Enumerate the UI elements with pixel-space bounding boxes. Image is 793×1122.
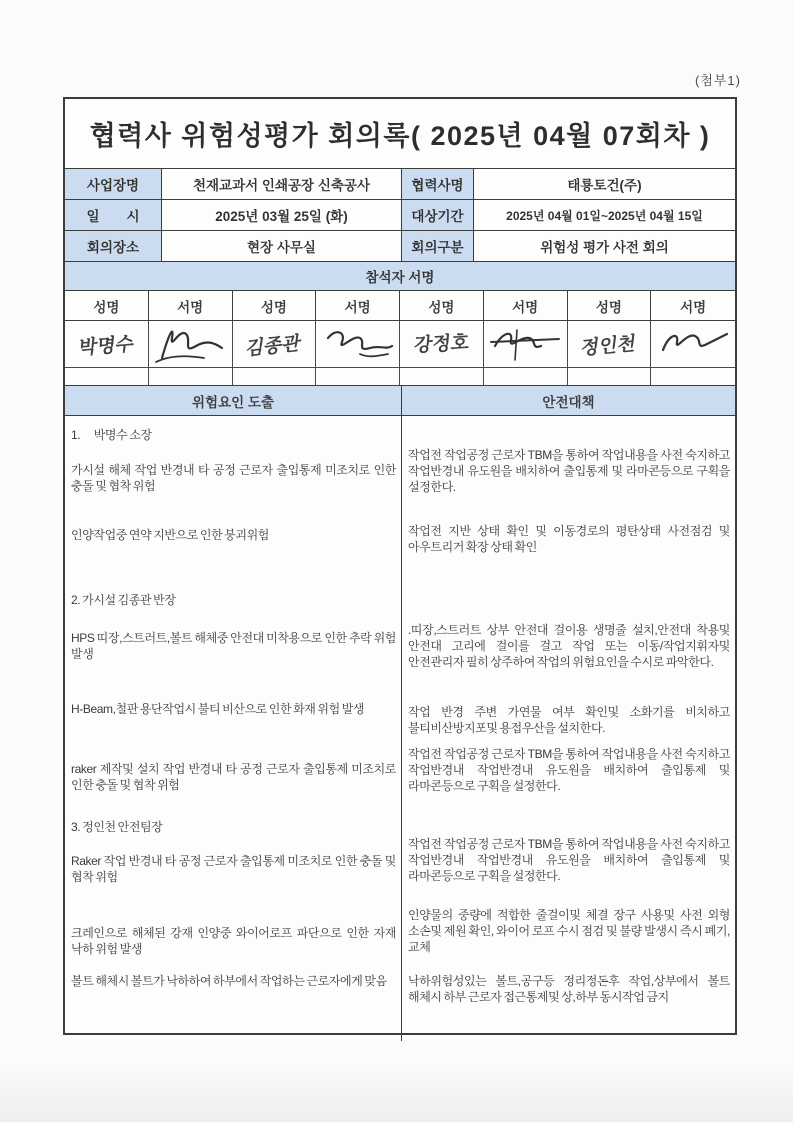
target-period-label: 대상기간 [402,200,474,230]
measure-item: 낙하위험성있는 볼트,공구등 정리정돈후 작업,상부에서 볼트 해체시 하부 근로자 접근통제및 상,하부 동시작업 금지 [408,974,730,1004]
meeting-minutes-table [63,97,737,1035]
info-row-date [65,200,735,231]
signature-scribble [316,321,400,367]
attendee-name-handwritten: 박명수 [65,321,149,367]
name-header: 성명 [400,291,484,320]
attendee-name-handwritten: 김종관 [233,321,317,367]
date-value: 2025년 03월 25일 (화) [162,200,402,230]
hazard-item: 크레인으로 해체된 강재 인양중 와이어로프 파단으로 인한 자재 낙하 위험 발생 [71,926,396,956]
attendee-signature-section-title: 참석자 서명 [65,262,735,291]
signature-row-spacer [65,368,735,386]
signature-icon [152,324,228,364]
risk-section-header-row [65,386,735,416]
signature-icon [655,324,731,364]
signature-icon [487,324,563,364]
speaker-1-heading: 1. 박명수 소장 [71,428,152,442]
hazard-item: 가시설 해체 작업 반경내 타 공정 근로자 출입통제 미조치로 인한 충돌 및 협착 위험 [71,463,396,493]
measure-item: 작업 반경 주변 가연물 여부 확인및 소화기를 비치하고 불티비산방지포및 용접우산을 설치한다. [408,705,730,735]
attachment-note: (첨부1) [694,73,741,88]
sign-header: 서명 [484,291,568,320]
meeting-place-label: 회의장소 [65,231,162,261]
risk-content-area [65,416,735,1041]
title-row [65,99,735,169]
partner-name-label: 협력사명 [402,169,474,199]
measure-header: 안전대책 [402,386,735,415]
attendee-signature-row [65,321,735,368]
hazard-item: 인양작업중 연약 지반으로 인한 붕괴위험 [71,528,270,542]
name-header: 성명 [65,291,149,320]
site-name-label: 사업장명 [65,169,162,199]
date-label: 일 시 [65,200,162,230]
measure-item: 인양물의 중량에 적합한 줄걸이및 체결 장구 사용및 사전 외형 소손및 제원 확인, 와이어 로프 수시 점검 및 불량 발생시 즉시 폐기,교체 [408,908,730,954]
partner-name-value: 태룡토건(주) [567,178,642,193]
info-row-place [65,231,735,262]
hazard-header: 위험요인 도출 [65,386,402,415]
measure-item: 작업전 지반 상태 확인 및 이동경로의 평탄상태 사전점검 및 아우트리거 확장 상태 확인 [408,524,730,554]
hazard-item: raker 제작및 설치 작업 반경내 타 공정 근로자 출입통제 미조치로 인한 충돌 및 협착 위험 [71,762,396,792]
target-period-value: 2025년 04월 01일~2025년 04월 15일 [506,208,703,223]
signature-scribble [651,321,735,367]
site-name-value: 천재교과서 인쇄공장 신축공사 [162,169,402,199]
signature-scribble [149,321,233,367]
measure-item: .띠장,스트러트 상부 안전대 걸이용 생명줄 설치,안전대 착용및 안전대 고리에 걸이를 걸고 작업 또는 이동/작업지휘자및 안전관리자 필히 상주하여 작업의 위험요인을 수시로 파악한다. [408,623,730,669]
measure-item: 작업전 작업공정 근로자 TBM을 통하여 작업내용을 사전 숙지하고 작업반경내 유도원을 배치하여 출입통제 및 라마콘등으로 구획을 설정한다. [408,448,730,494]
name-header: 성명 [568,291,652,320]
sign-header: 서명 [149,291,233,320]
attendee-name-handwritten: 강정호 [400,321,484,367]
signature-scribble [484,321,568,367]
attendee-name-handwritten: 정인천 [568,321,652,367]
hazard-item: 볼트 해체시 볼트가 낙하하여 하부에서 작업하는 근로자에게 맞음 [71,974,387,988]
page-title: 협력사 위험성평가 회의록( 2025년 04월 07회차 ) [89,121,711,151]
hazard-item: H-Beam,철판 용단작업시 불티 비산으로 인한 화재 위험 발생 [71,702,365,716]
sign-header: 서명 [316,291,400,320]
name-header: 성명 [233,291,317,320]
hazard-item: Raker 작업 반경내 타 공정 근로자 출입통제 미조치로 인한 충돌 및 협착 위험 [71,854,396,884]
speaker-3-heading: 3. 정인천 안전팀장 [71,820,163,834]
measure-item: 작업전 작업공정 근로자 TBM을 통하여 작업내용을 사전 숙지하고 작업반경내 작업반경내 유도원을 배치하여 출입통제 및 라마콘등으로 구획을 설정한다. [408,837,730,883]
hazard-item: HPS 띠장,스트러트,볼트 해체중 안전대 미착용으로 인한 추락 위험 발생 [71,631,396,661]
meeting-place-value: 현장 사무실 [162,231,402,261]
attendee-header-row [65,291,735,321]
hazard-column [65,416,402,1041]
sign-header: 서명 [680,299,707,315]
signature-icon [320,324,396,364]
measure-column [402,416,735,1041]
meeting-type-label: 회의구분 [402,231,474,261]
info-row-site [65,169,735,200]
meeting-type-value: 위험성 평가 사전 회의 [540,240,669,255]
speaker-2-heading: 2. 가시설 김종관 반장 [71,593,176,607]
measure-item: 작업전 작업공정 근로자 TBM을 통하여 작업내용을 사전 숙지하고 작업반경내 작업반경내 유도원을 배치하여 출입통제 및 라마콘등으로 구획을 설정한다. [408,747,730,793]
